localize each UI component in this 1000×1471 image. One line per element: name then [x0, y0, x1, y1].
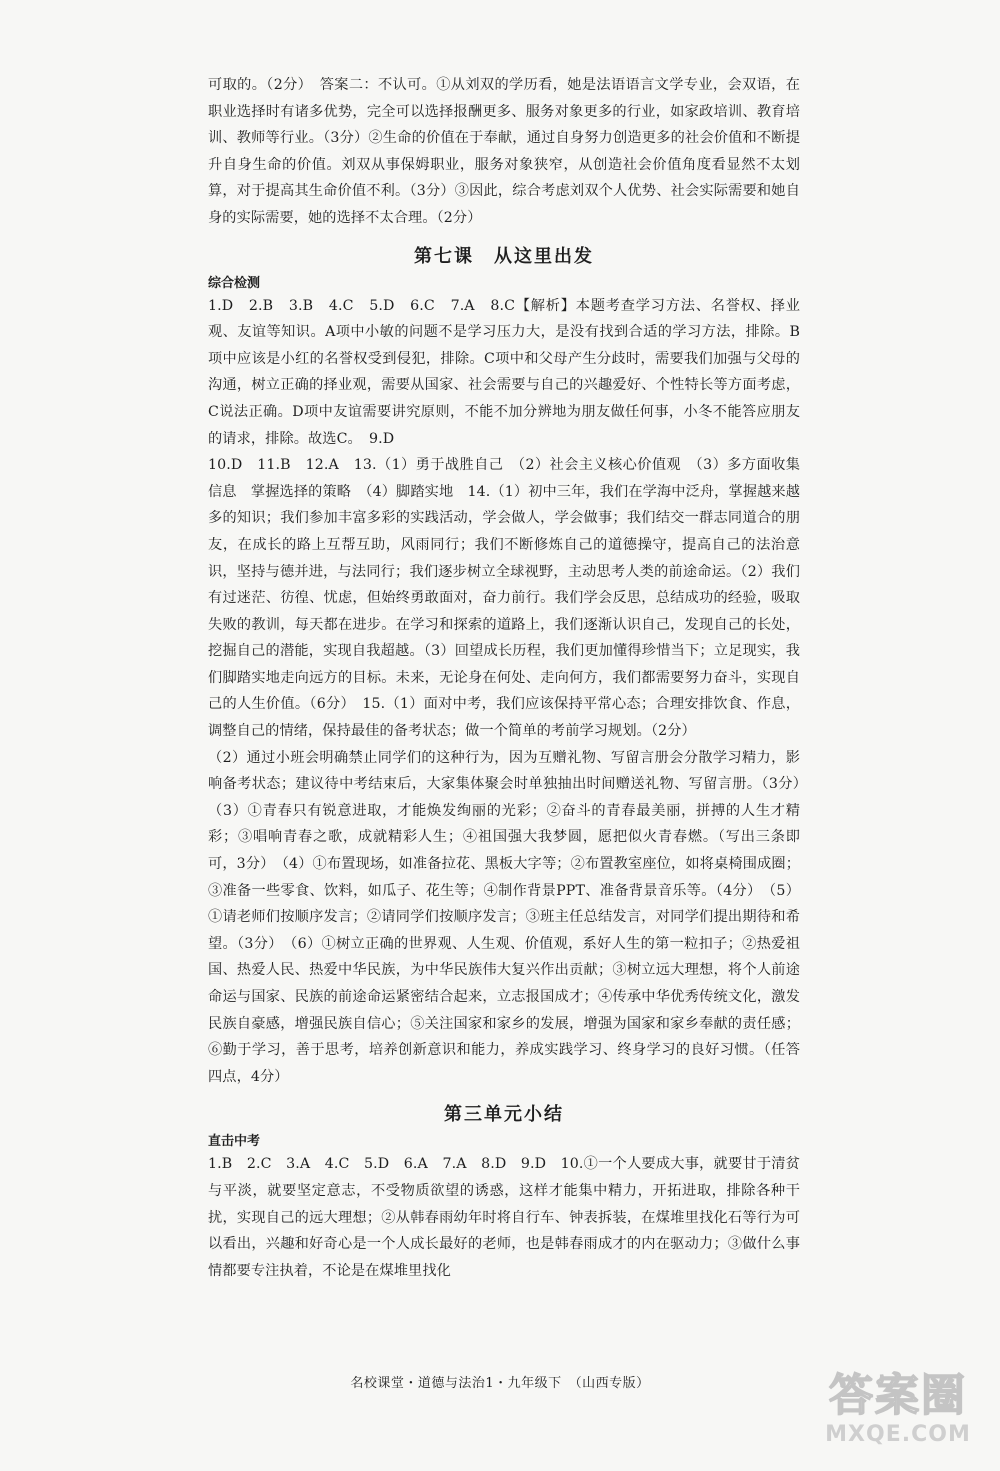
lesson7-paragraph-1: 1.D 2.B 3.B 4.C 5.D 6.C 7.A 8.C【解析】本题考查学习方法、名誉权、择业观、友谊等知识。A项中小敏的问题不是学习压力大，是没有找到合适的学习方法，排除。B项中应该是小红的名誉权受到侵犯，排除。C项中和父母产生分歧时，需要我们加强与父母的沟通，树立正确的择业观，需要从国家、社会需要与自己的兴趣爱好、个性特长等方面考虑，C说法正确。D项中友谊需要讲究原则，不能不加分辨地为朋友做任何事，小冬不能答应朋友的请求，排除。故选C。 9.D — [208, 297, 800, 447]
watermark-logo: 答案圈 — [829, 1370, 967, 1421]
lesson7-subtitle: 综合检测 — [208, 275, 261, 291]
answer-page — [208, 72, 815, 1284]
lesson7-paragraph-2: 10.D 11.B 12.A 13.（1）勇于战胜自己 （2）社会主义核心价值观 （3）多方面收集信息 掌握选择的策略 （4）脚踏实地 14.（1）初中三年，我们在学海中泛舟，掌握越来越多的知识；我们参加丰富多彩的实践活动，学会做人，学会做事；我们结交一群志同道合的朋友，在成长的路上互帮互助，风雨同行；我们不断修炼自己的道德操守，提高自己的法治意识，坚持与德并进，与法同行；我们逐步树立全球视野，主动思考人类的前途命运。（2）我们有过迷茫、彷徨、忧虑，但始终勇敢面对，奋力前行。我们学会反思，总结成功的经验，吸取失败的教训，每天都在进步。在学习和探索的道路上，我们逐渐认识自己，发现自己的长处，挖掘自己的潜能，实现自我超越。（3）回望成长历程，我们更加懂得珍惜当下；立足现实，我们脚踏实地走向远方的目标。未来，无论身在何处、走向何方，我们都需要努力奋斗，实现自己的人生价值。（6分） 15.（1）面对中考，我们应该保持平常心态；合理安排饮食、作息，调整自己的情绪，保持最佳的备考状态；做一个简单的考前学习规划。（2分） — [208, 457, 800, 740]
watermark — [808, 1370, 988, 1460]
page-footer: 名校课堂・道德与法治1・九年级下 （山西专版） — [350, 1376, 650, 1391]
lesson7-title: 第七课 从这里出发 — [414, 245, 594, 267]
lesson7-paragraph-3: （2）通过小班会明确禁止同学们的这种行为，因为互赠礼物、写留言册会分散学习精力，影响备考状态；建议待中考结束后，大家集体聚会时单独抽出时间赠送礼物、写留言册。（3分） （3）①青春只有锐意进取，才能焕发绚丽的光彩；②奋斗的青春最美丽，拼搏的人生才精彩；③唱响青春之歌，成就精彩人生；④祖国强大我梦圆，愿把似火青春燃。（写出三条即可，3分） （4）①布置现场，如准备拉花、黑板大字等；②布置教室座位，如将桌椅围成圈；③准备一些零食、饮料，如瓜子、花生等；④制作背景PPT、准备背景音乐等。（4分） （5）①请老师们按顺序发言；②请同学们按顺序发言；③班主任总结发言，对同学们提出期待和希望。（3分） （6）①树立正确的世界观、人生观、价值观，系好人生的第一粒扣子；②热爱祖国、热爱人民、热爱中华民族，为中华民族伟大复兴作出贡献；③树立远大理想，将个人前途命运与国家、民族的前途命运紧密结合起来，立志报国成才；④传承中华优秀传统文化，激发民族自豪感，增强民族自信心；⑤关注国家和家乡的发展，增强为国家和家乡奉献的责任感；⑥勤于学习，善于思考，培养创新意识和能力，养成实践学习、终身学习的良好习惯。（任答四点，4分） — [208, 749, 815, 1085]
unit3-title: 第三单元小结 — [444, 1104, 564, 1126]
unit3-paragraph: 1.B 2.C 3.A 4.C 5.D 6.A 7.A 8.D 9.D 10.①一个人要成大事，就要甘于清贫与平淡，就要坚定意志，不受物质欲望的诱惑，这样才能集中精力，开拓进取，排除各种干扰，实现自己的远大理想；②从韩春雨幼年时将自行车、钟表拆装，在煤堆里找化石等行为可以看出，兴趣和好奇心是一个人成长最好的老师，也是韩春雨成才的内在驱动力；③做什么事情都要专注执着，不论是在煤堆里找化 — [208, 1156, 800, 1279]
watermark-url: MXQE.COM — [825, 1422, 971, 1447]
intro-paragraph: 可取的。（2分） 答案二：不认可。①从刘双的学历看，她是法语语言文学专业，会双语，在职业选择时有诸多优势，完全可以选择报酬更多、服务对象更多的行业，如家政培训、教育培训、教师等行业。（3分）②生命的价值在于奉献，通过自身努力创造更多的社会价值和不断提升自身生命的价值。刘双从事保姆职业，服务对象狭窄，从创造社会价值角度看显然不太划算，对于提高其生命价值不利。（3分）③因此，综合考虑刘双个人优势、社会实际需要和她自身的实际需要，她的选择不太合理。（2分） — [208, 77, 800, 226]
unit3-subtitle: 直击中考 — [208, 1134, 261, 1150]
